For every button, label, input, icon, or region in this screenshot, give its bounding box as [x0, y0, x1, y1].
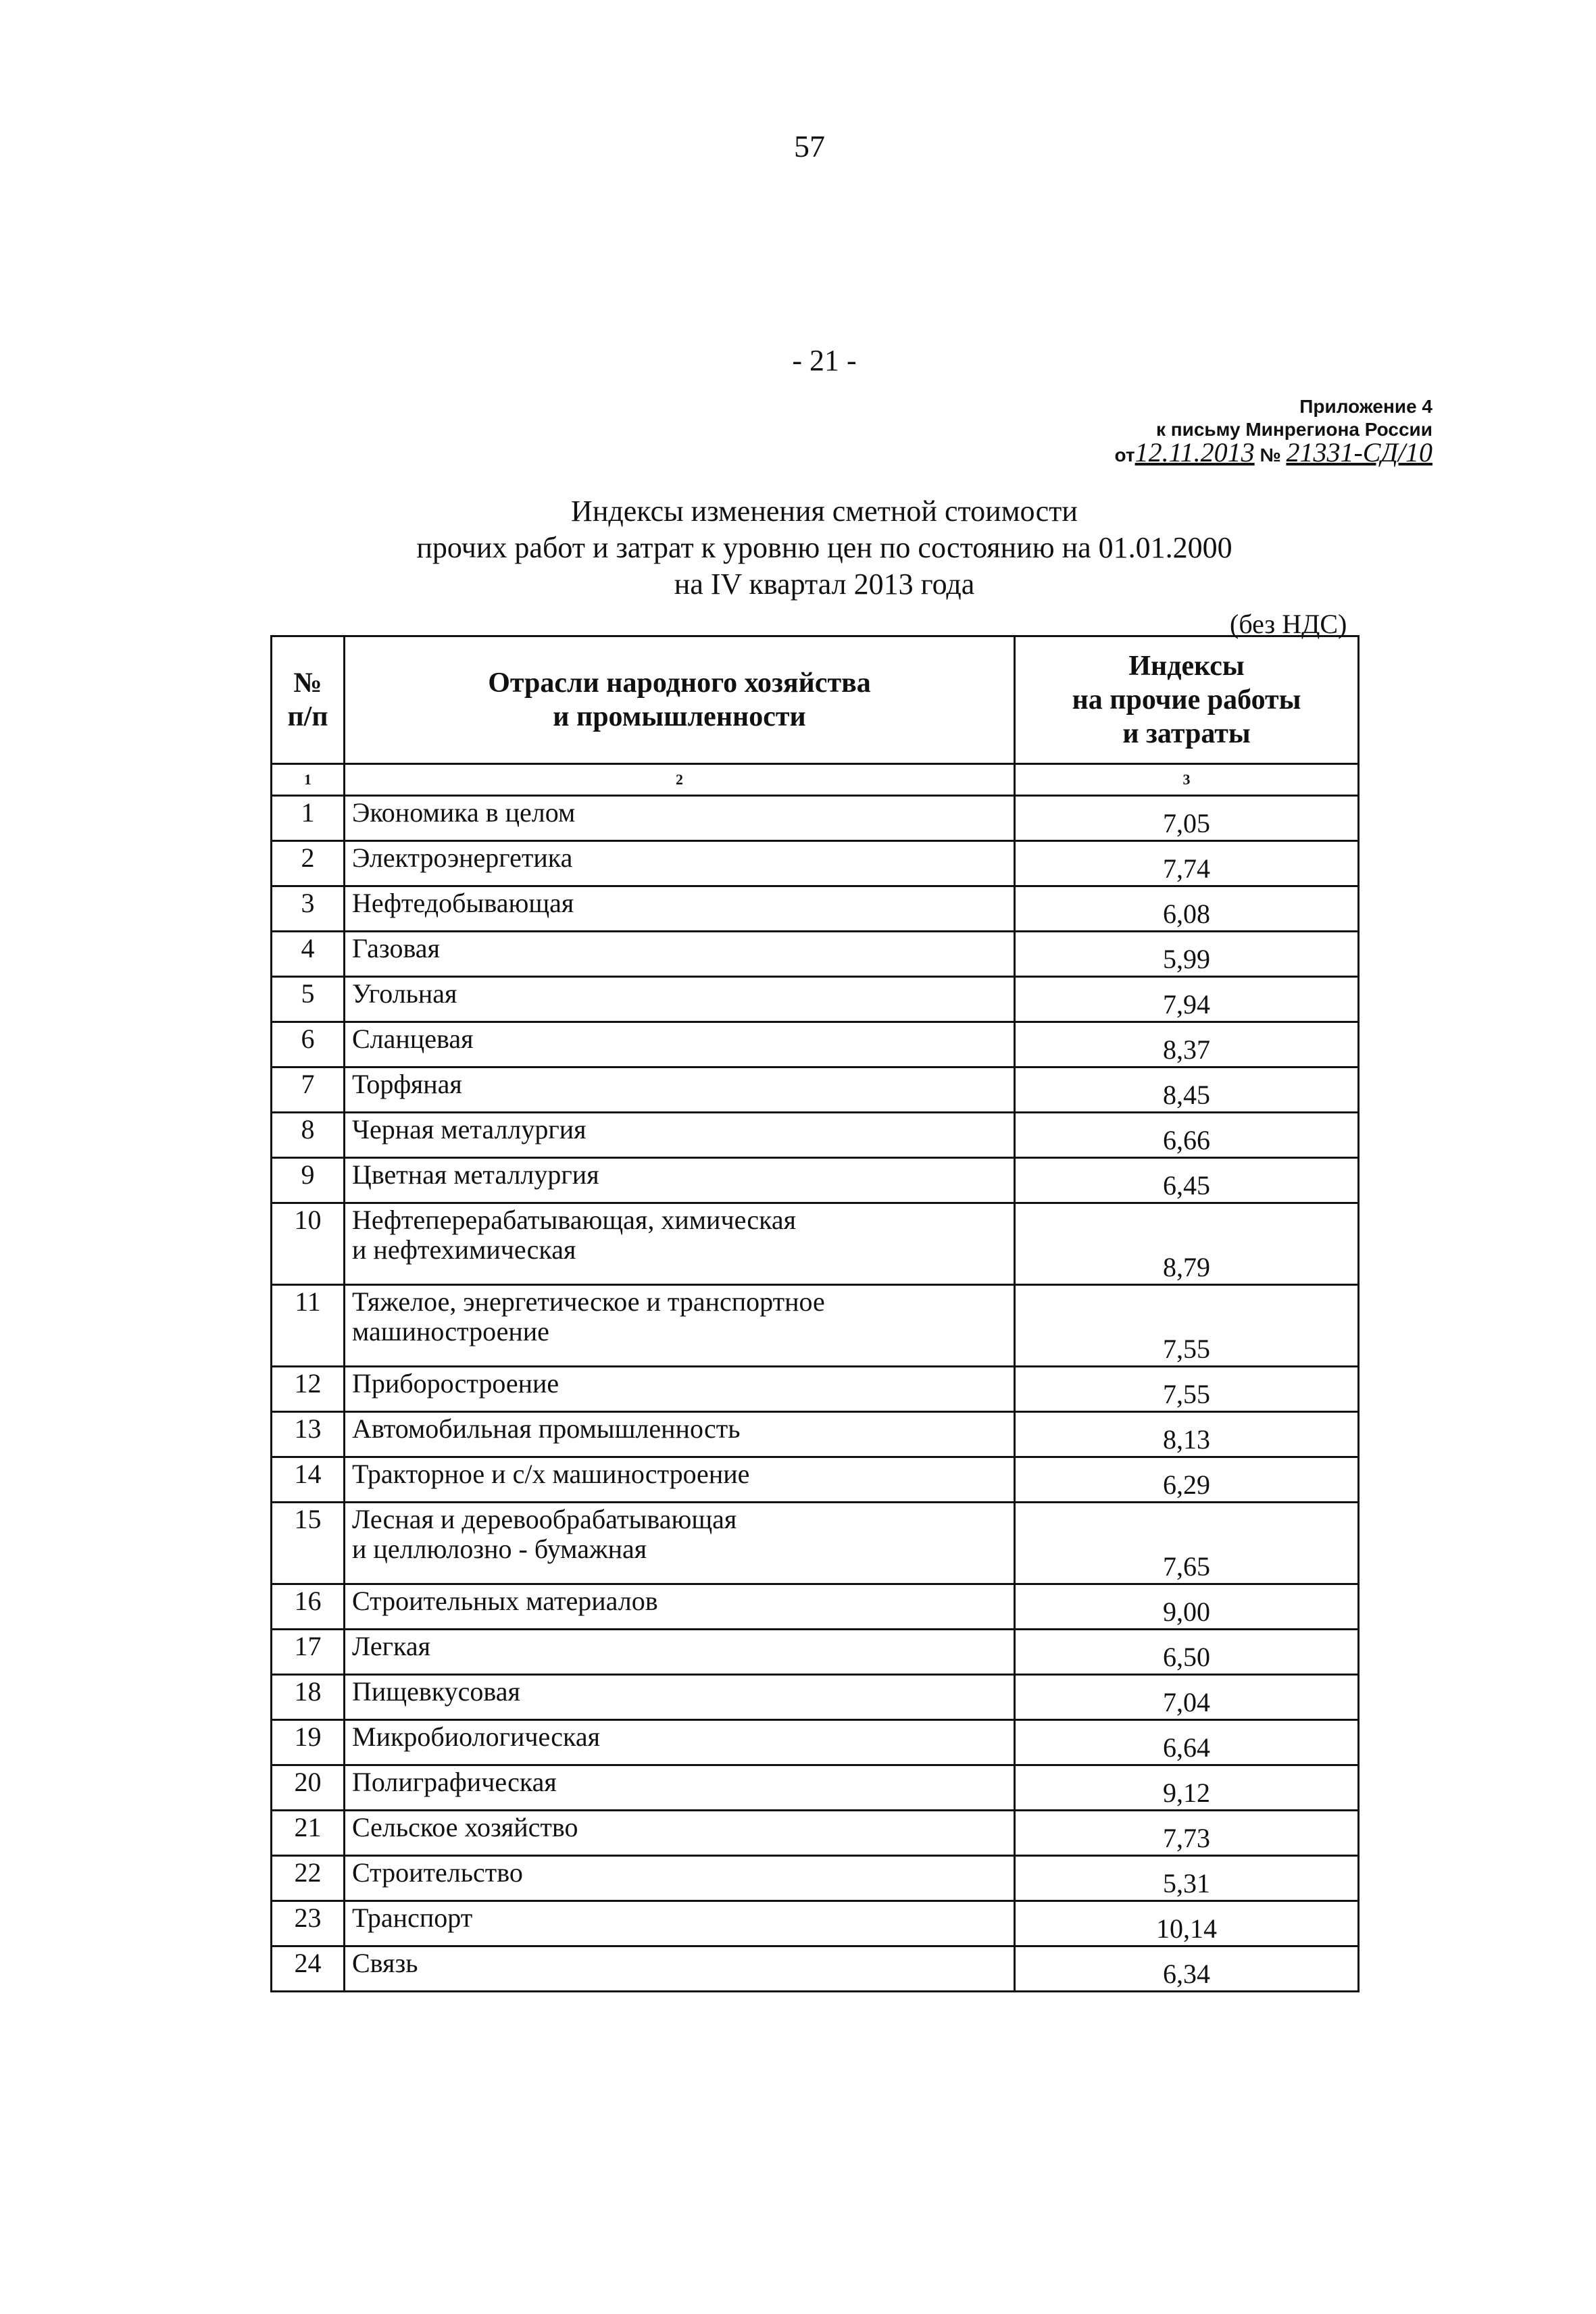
row-number: 18 [272, 1675, 345, 1720]
table-row [272, 1946, 1359, 1992]
row-number: 15 [272, 1503, 345, 1584]
industry-name-line: Автомобильная промышленность [352, 1413, 741, 1444]
index-value: 9,00 [1015, 1584, 1359, 1630]
industry-name [345, 1022, 1015, 1067]
index-value: 6,29 [1015, 1457, 1359, 1503]
column-number-row [272, 764, 1359, 796]
table-row [272, 1901, 1359, 1946]
industry-name [345, 1811, 1015, 1856]
row-number: 6 [272, 1022, 345, 1067]
row-number: 3 [272, 886, 345, 932]
table-row [272, 1113, 1359, 1158]
table-row [272, 1067, 1359, 1113]
index-value: 5,31 [1015, 1856, 1359, 1901]
industry-name-line: Торфяная [352, 1069, 462, 1099]
vat-note: (без НДС) [1230, 609, 1347, 639]
industry-name-line: Угольная [352, 978, 457, 1009]
index-value: 7,05 [1015, 796, 1359, 841]
row-number: 2 [272, 841, 345, 886]
index-value: 6,34 [1015, 1946, 1359, 1992]
table-row [272, 1158, 1359, 1203]
header-index [1015, 636, 1359, 764]
industry-name-line: Лесная и деревообрабатывающая [352, 1504, 737, 1534]
handwritten-number: 21331-СД/10 [1286, 437, 1432, 468]
row-number: 4 [272, 932, 345, 977]
row-number: 10 [272, 1203, 345, 1285]
row-number: 23 [272, 1901, 345, 1946]
industry-name-line: Газовая [352, 933, 440, 963]
table-row [272, 1584, 1359, 1630]
index-value: 7,73 [1015, 1811, 1359, 1856]
column-number: 2 [345, 764, 1015, 796]
table-row [272, 1765, 1359, 1811]
industry-name [345, 1285, 1015, 1367]
table-row [272, 1720, 1359, 1765]
industry-name [345, 1901, 1015, 1946]
document-title [0, 493, 1596, 603]
industry-name-line: Полиграфическая [352, 1767, 557, 1797]
industry-name-line: Сланцевая [352, 1024, 474, 1054]
industry-name-line: Цветная металлургия [352, 1159, 599, 1190]
index-value: 7,65 [1015, 1503, 1359, 1584]
industry-name [345, 1412, 1015, 1457]
industry-name [345, 1765, 1015, 1811]
from-label: от [1114, 445, 1135, 466]
row-number: 13 [272, 1412, 345, 1457]
industry-name-line: Тяжелое, энергетическое и транспортное [352, 1286, 825, 1317]
row-number: 7 [272, 1067, 345, 1113]
table-row [272, 796, 1359, 841]
row-number: 22 [272, 1856, 345, 1901]
index-value: 6,66 [1015, 1113, 1359, 1158]
index-value: 8,13 [1015, 1412, 1359, 1457]
index-value: 9,12 [1015, 1765, 1359, 1811]
row-number: 17 [272, 1630, 345, 1675]
industry-name [345, 1584, 1015, 1630]
table-row [272, 1675, 1359, 1720]
row-number: 5 [272, 977, 345, 1022]
industry-name-line: Приборостроение [352, 1368, 559, 1399]
table-row [272, 1022, 1359, 1067]
index-value: 10,14 [1015, 1901, 1359, 1946]
index-value: 7,94 [1015, 977, 1359, 1022]
industry-name-line: Микробиологическая [352, 1721, 601, 1752]
industry-name [345, 1158, 1015, 1203]
industry-name-line: Пищевкусовая [352, 1676, 520, 1707]
table-row [272, 1412, 1359, 1457]
industry-name [345, 1856, 1015, 1901]
row-number: 12 [272, 1367, 345, 1412]
industry-name [345, 841, 1015, 886]
header-line: и затраты [1122, 718, 1251, 749]
row-number: 20 [272, 1765, 345, 1811]
page-number: 57 [794, 129, 825, 164]
index-value: 6,08 [1015, 886, 1359, 932]
index-value: 8,79 [1015, 1203, 1359, 1285]
industry-name [345, 796, 1015, 841]
industry-name [345, 1113, 1015, 1158]
row-number: 19 [272, 1720, 345, 1765]
table-row [272, 932, 1359, 977]
index-value: 7,55 [1015, 1367, 1359, 1412]
row-number: 1 [272, 796, 345, 841]
industry-name [345, 977, 1015, 1022]
table-row [272, 1285, 1359, 1367]
header-line: п/п [287, 701, 328, 732]
handwritten-date: 12.11.2013 [1134, 437, 1255, 468]
table-row [272, 1367, 1359, 1412]
industry-name-line: машиностроение [352, 1316, 549, 1347]
industry-name [345, 1630, 1015, 1675]
row-number: 16 [272, 1584, 345, 1630]
index-value: 6,64 [1015, 1720, 1359, 1765]
table-row [272, 977, 1359, 1022]
industry-name [345, 1457, 1015, 1503]
table-row [272, 1630, 1359, 1675]
title-line-2: прочих работ и затрат к уровню цен по состоянию на 01.01.2000 [416, 531, 1232, 564]
row-number: 21 [272, 1811, 345, 1856]
header-line: на прочие работы [1072, 684, 1301, 715]
index-value: 8,37 [1015, 1022, 1359, 1067]
industry-name [345, 1720, 1015, 1765]
industry-name-line: Строительство [352, 1857, 523, 1888]
index-value: 6,50 [1015, 1630, 1359, 1675]
industry-name [345, 932, 1015, 977]
header-line: Отрасли народного хозяйства [488, 668, 871, 699]
row-number: 9 [272, 1158, 345, 1203]
inner-page-number: - 21 - [792, 344, 857, 377]
header-line: и промышленности [553, 701, 806, 732]
industry-name [345, 1503, 1015, 1584]
industry-name [345, 1367, 1015, 1412]
industry-name [345, 1203, 1015, 1285]
number-label: № [1260, 445, 1281, 466]
index-value: 6,45 [1015, 1158, 1359, 1203]
title-line-1: Индексы изменения сметной стоимости [571, 495, 1078, 528]
index-value: 7,04 [1015, 1675, 1359, 1720]
industry-name-line: Легкая [352, 1631, 430, 1661]
annex-letter: к письму Минрегиона России [1155, 419, 1432, 440]
industry-name [345, 886, 1015, 932]
header-line: № [293, 668, 322, 699]
header-industry [345, 636, 1015, 764]
annex-title: Приложение 4 [1299, 396, 1432, 417]
title-line-3: на IV квартал 2013 года [674, 568, 975, 601]
industry-name-line: Нефтедобывающая [352, 888, 574, 918]
row-number: 11 [272, 1285, 345, 1367]
table-row [272, 1856, 1359, 1901]
table-row [272, 841, 1359, 886]
industry-name-line: Нефтеперерабатывающая, химическая [352, 1205, 797, 1235]
row-number: 8 [272, 1113, 345, 1158]
column-number: 1 [272, 764, 345, 796]
industry-name-line: Тракторное и с/х машиностроение [352, 1459, 750, 1489]
header-number [272, 636, 345, 764]
indices-table [270, 635, 1360, 1992]
index-value: 5,99 [1015, 932, 1359, 977]
industry-name [345, 1067, 1015, 1113]
annex-date-number [1054, 437, 1432, 468]
row-number: 24 [272, 1946, 345, 1992]
table-row [272, 886, 1359, 932]
row-number: 14 [272, 1457, 345, 1503]
industry-name-line: Сельское хозяйство [352, 1812, 578, 1842]
industry-name [345, 1946, 1015, 1992]
index-value: 7,74 [1015, 841, 1359, 886]
table-row [272, 1503, 1359, 1584]
industry-name-line: и нефтехимическая [352, 1234, 576, 1265]
industry-name-line: Черная металлургия [352, 1114, 587, 1145]
industry-name-line: и целлюлозно - бумажная [352, 1534, 647, 1564]
industry-name-line: Транспорт [352, 1903, 473, 1933]
table-row [272, 1203, 1359, 1285]
index-value: 8,45 [1015, 1067, 1359, 1113]
industry-name [345, 1675, 1015, 1720]
industry-name-line: Экономика в целом [352, 797, 576, 828]
industry-name-line: Связь [352, 1948, 418, 1978]
annex-reference [1054, 395, 1432, 467]
header-line: Индексы [1128, 651, 1245, 682]
industry-name-line: Строительных материалов [352, 1586, 658, 1616]
industry-name-line: Электроэнергетика [352, 842, 573, 873]
index-value: 7,55 [1015, 1285, 1359, 1367]
column-number: 3 [1015, 764, 1359, 796]
table-row [272, 1811, 1359, 1856]
table-header-row [272, 636, 1359, 764]
table-row [272, 1457, 1359, 1503]
